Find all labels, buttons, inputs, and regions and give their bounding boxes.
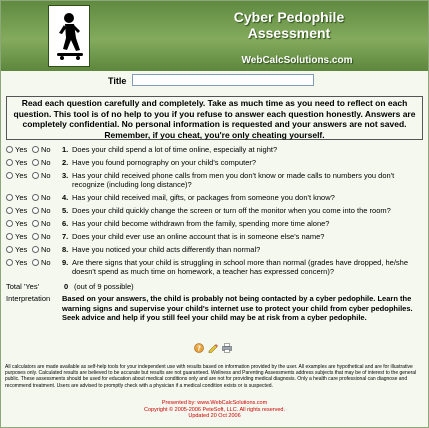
question-row (6, 219, 423, 230)
question-number: 3. (62, 171, 69, 180)
question-text: Does your child spend a lot of time online, especially at night? (72, 145, 278, 154)
no-label: No (41, 245, 51, 254)
question-text: Does your child quickly change the screen or turn off the monitor when you come into the room? (72, 206, 391, 215)
interpretation-text: Based on your answers, the child is probably not being contacted by a cyber pedophile. Learn the warning signs and supervise your child's internet use to protect your child from cyber pedophiles. Seek advice and help if you still feel your child may be at risk from a cyber pedophile. (62, 294, 413, 322)
no-radio[interactable] (32, 233, 39, 240)
footer-updated: Updated 20 Oct 2006 (188, 413, 241, 419)
yes-radio[interactable] (6, 220, 13, 227)
yes-label: Yes (15, 219, 28, 228)
no-label: No (41, 145, 51, 154)
no-label: No (41, 232, 51, 241)
question-number: 4. (62, 193, 69, 202)
yes-radio[interactable] (6, 233, 13, 240)
interpretation-label: Interpretation (6, 294, 51, 303)
header-banner (1, 1, 428, 71)
page-title: Cyber Pedophile (233, 9, 345, 25)
yes-radio[interactable] (6, 194, 13, 201)
pencil-icon[interactable] (208, 343, 218, 353)
yes-label: Yes (15, 206, 28, 215)
yes-radio[interactable] (6, 146, 13, 153)
yes-radio[interactable] (6, 207, 13, 214)
no-radio[interactable] (32, 159, 39, 166)
question-number: 7. (62, 232, 69, 241)
print-icon[interactable] (222, 343, 232, 353)
question-number: 6. (62, 219, 69, 228)
question-text: Have you found pornography on your child's computer? (72, 158, 257, 167)
total-note: (out of 9 possible) (74, 282, 134, 291)
site-name: WebCalcSolutions.com (241, 55, 353, 66)
question-row (6, 171, 423, 191)
yes-label: Yes (15, 145, 28, 154)
no-radio[interactable] (32, 259, 39, 266)
no-label: No (41, 258, 51, 267)
no-label: No (41, 158, 51, 167)
yes-label: Yes (15, 258, 28, 267)
question-row (6, 258, 423, 278)
question-text: Has your child become withdrawn from the family, spending more time alone? (72, 219, 330, 228)
yes-radio[interactable] (6, 172, 13, 179)
question-text: Has your child received mail, gifts, or packages from someone you don't know? (72, 193, 335, 202)
footer-presented-by[interactable]: Presented by: www.WebCalcSolutions.com (161, 400, 268, 406)
title-input[interactable] (132, 74, 314, 86)
no-label: No (41, 193, 51, 202)
no-radio[interactable] (32, 146, 39, 153)
page-title-line2: Assessment (247, 25, 331, 41)
yes-radio[interactable] (6, 259, 13, 266)
footer-copyright: Copyright © 2005-2006 PeteSoft, LLC. All rights reserved. (143, 406, 286, 413)
yes-label: Yes (15, 245, 28, 254)
question-row (6, 145, 423, 156)
question-number: 5. (62, 206, 69, 215)
total-value: 0 (64, 282, 69, 291)
question-row (6, 158, 423, 169)
no-radio[interactable] (32, 207, 39, 214)
question-row (6, 232, 423, 243)
yes-label: Yes (15, 171, 28, 180)
disclaimer-text: All calculators are made available as self-help tools for your independent use with results based on information provided by the user. All examples are hypothetical and are for illustrative purposes only. Calculated results are believed to be accurate but results are not guaranteed. Wellness and Parenting Assessments address subjects that may be of interest to the general public. These assessments should be used for education about medical conditions only and are not for providing medical diagnosis. Only a health care professional can diagnose and recommend treatment. Users are advised to promptly check with a physician if a medical condition exists or is suspected. (5, 364, 417, 389)
question-number: 8. (62, 245, 69, 254)
yes-radio[interactable] (6, 159, 13, 166)
question-number: 2. (62, 158, 69, 167)
total-label: Total 'Yes' (6, 282, 40, 291)
no-radio[interactable] (32, 246, 39, 253)
question-number: 9. (62, 258, 69, 267)
instructions-box: Read each question carefully and completely. Take as much time as you need to reflect on each question. This tool is of no help to you if you refuse to answer each question honestly. Answers are completely confidential. No personal information is requested and your answers are not saved. Remember, if you cheat, you're only cheating yourself. (6, 96, 423, 140)
help-icon[interactable] (194, 343, 204, 353)
title-label: Title (108, 76, 127, 86)
question-text: Does your child ever use an online account that is in someone else's name? (72, 232, 325, 241)
yes-label: Yes (15, 158, 28, 167)
no-radio[interactable] (32, 220, 39, 227)
no-label: No (41, 206, 51, 215)
question-row (6, 206, 423, 217)
yes-label: Yes (15, 193, 28, 202)
svg-text:?: ? (196, 344, 202, 353)
no-label: No (41, 171, 51, 180)
skateboarder-icon (48, 5, 90, 67)
question-text: Have you noticed your child acts differently than normal? (72, 245, 261, 254)
footer (0, 400, 429, 420)
question-list (6, 145, 423, 276)
yes-label: Yes (15, 232, 28, 241)
yes-radio[interactable] (6, 246, 13, 253)
question-text: Has your child received phone calls from men you don't know or made calls to numbers you don't recognize (including long distance)? (72, 171, 395, 189)
no-radio[interactable] (32, 194, 39, 201)
question-row (6, 245, 423, 256)
question-number: 1. (62, 145, 69, 154)
question-text: Are there signs that your child is struggling in school more than normal (grades have dropped, he/she doesn't spend as much time on homework, a teacher has expressed concern)? (72, 258, 409, 276)
no-label: No (41, 219, 51, 228)
question-row (6, 193, 423, 204)
no-radio[interactable] (32, 172, 39, 179)
